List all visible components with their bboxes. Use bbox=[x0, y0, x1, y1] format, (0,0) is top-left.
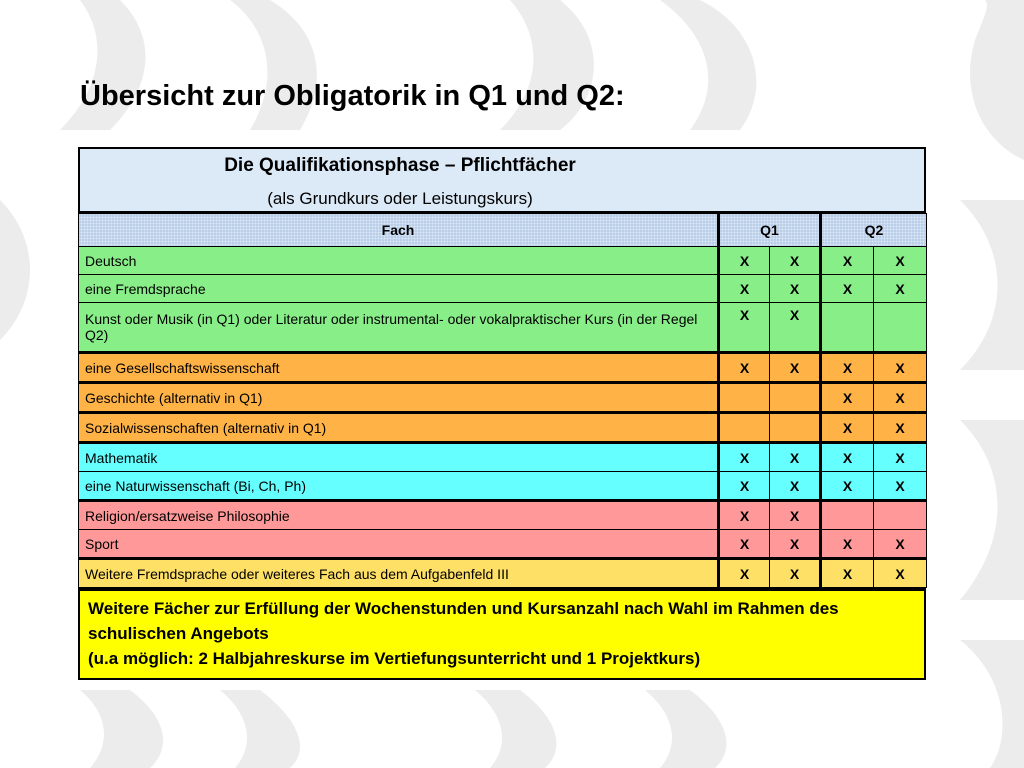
subject-cell: Religion/ersatzweise Philosophie bbox=[79, 501, 719, 530]
subject-cell: Geschichte (alternativ in Q1) bbox=[79, 383, 719, 413]
mark-cell: X bbox=[719, 275, 770, 303]
mark-cell: X bbox=[719, 247, 770, 275]
mark-cell: X bbox=[821, 472, 874, 501]
obligation-table bbox=[78, 147, 926, 680]
table-row bbox=[79, 443, 927, 472]
mark-cell: X bbox=[770, 247, 821, 275]
subject-cell: eine Fremdsprache bbox=[79, 275, 719, 303]
mark-cell: X bbox=[821, 383, 874, 413]
table-heading: Die Qualifikationsphase – Pflichtfächer bbox=[224, 155, 576, 176]
column-header-q1: Q1 bbox=[719, 214, 821, 247]
subject-cell: eine Naturwissenschaft (Bi, Ch, Ph) bbox=[79, 472, 719, 501]
mark-cell bbox=[821, 501, 874, 530]
mark-cell: X bbox=[770, 353, 821, 383]
page-title: Übersicht zur Obligatorik in Q1 und Q2: bbox=[80, 80, 625, 112]
mark-cell bbox=[821, 303, 874, 353]
subject-grid bbox=[78, 213, 927, 588]
mark-cell: X bbox=[719, 501, 770, 530]
mark-cell: X bbox=[821, 275, 874, 303]
table-row bbox=[79, 559, 927, 588]
mark-cell: X bbox=[874, 559, 927, 588]
subject-cell: Kunst oder Musik (in Q1) oder Literatur oder instrumental- oder vokalpraktischer Kurs (in der Regel Q2) bbox=[79, 303, 719, 353]
mark-cell: X bbox=[770, 559, 821, 588]
table-row bbox=[79, 472, 927, 501]
mark-cell bbox=[874, 501, 927, 530]
mark-cell: X bbox=[770, 472, 821, 501]
mark-cell bbox=[770, 383, 821, 413]
table-row bbox=[79, 247, 927, 275]
mark-cell: X bbox=[821, 443, 874, 472]
table-subheading: (als Grundkurs oder Leistungskurs) bbox=[267, 189, 533, 208]
mark-cell: X bbox=[874, 443, 927, 472]
mark-cell: X bbox=[874, 275, 927, 303]
mark-cell: X bbox=[874, 353, 927, 383]
mark-cell: X bbox=[874, 472, 927, 501]
footer-note: (u.a möglich: 2 Halbjahreskurse im Vertiefungsunterricht und 1 Projektkurs) bbox=[88, 649, 701, 668]
mark-cell: X bbox=[821, 353, 874, 383]
subject-cell: eine Gesellschaftswissenschaft bbox=[79, 353, 719, 383]
mark-cell: X bbox=[770, 530, 821, 559]
mark-cell: X bbox=[719, 443, 770, 472]
table-row bbox=[79, 530, 927, 559]
column-header-fach: Fach bbox=[79, 214, 719, 247]
mark-cell: X bbox=[874, 383, 927, 413]
mark-cell: X bbox=[821, 247, 874, 275]
mark-cell: X bbox=[770, 303, 821, 353]
mark-cell bbox=[770, 413, 821, 443]
mark-cell: X bbox=[719, 530, 770, 559]
subject-cell: Weitere Fremdsprache oder weiteres Fach aus dem Aufgabenfeld III bbox=[79, 559, 719, 588]
mark-cell: X bbox=[874, 247, 927, 275]
mark-cell: X bbox=[821, 559, 874, 588]
table-footer bbox=[78, 588, 926, 680]
subject-cell: Mathematik bbox=[79, 443, 719, 472]
mark-cell: X bbox=[770, 275, 821, 303]
footer-text: Weitere Fächer zur Erfüllung der Wochenstunden und Kursanzahl nach Wahl im Rahmen des schulischen Angebots bbox=[88, 599, 839, 643]
table-row bbox=[79, 413, 927, 443]
table-row bbox=[79, 303, 927, 353]
mark-cell: X bbox=[719, 303, 770, 353]
column-header-q2: Q2 bbox=[821, 214, 927, 247]
mark-cell: X bbox=[719, 472, 770, 501]
table-row bbox=[79, 501, 927, 530]
subject-cell: Sport bbox=[79, 530, 719, 559]
table-row bbox=[79, 353, 927, 383]
mark-cell: X bbox=[874, 530, 927, 559]
mark-cell: X bbox=[719, 353, 770, 383]
subject-cell: Sozialwissenschaften (alternativ in Q1) bbox=[79, 413, 719, 443]
table-row bbox=[79, 275, 927, 303]
mark-cell: X bbox=[719, 559, 770, 588]
mark-cell: X bbox=[770, 443, 821, 472]
mark-cell bbox=[874, 303, 927, 353]
subject-cell: Deutsch bbox=[79, 247, 719, 275]
mark-cell: X bbox=[770, 501, 821, 530]
mark-cell: X bbox=[874, 413, 927, 443]
column-header-row bbox=[79, 214, 927, 247]
mark-cell bbox=[719, 383, 770, 413]
table-row bbox=[79, 383, 927, 413]
mark-cell bbox=[719, 413, 770, 443]
table-header bbox=[78, 147, 926, 213]
mark-cell: X bbox=[821, 413, 874, 443]
mark-cell: X bbox=[821, 530, 874, 559]
